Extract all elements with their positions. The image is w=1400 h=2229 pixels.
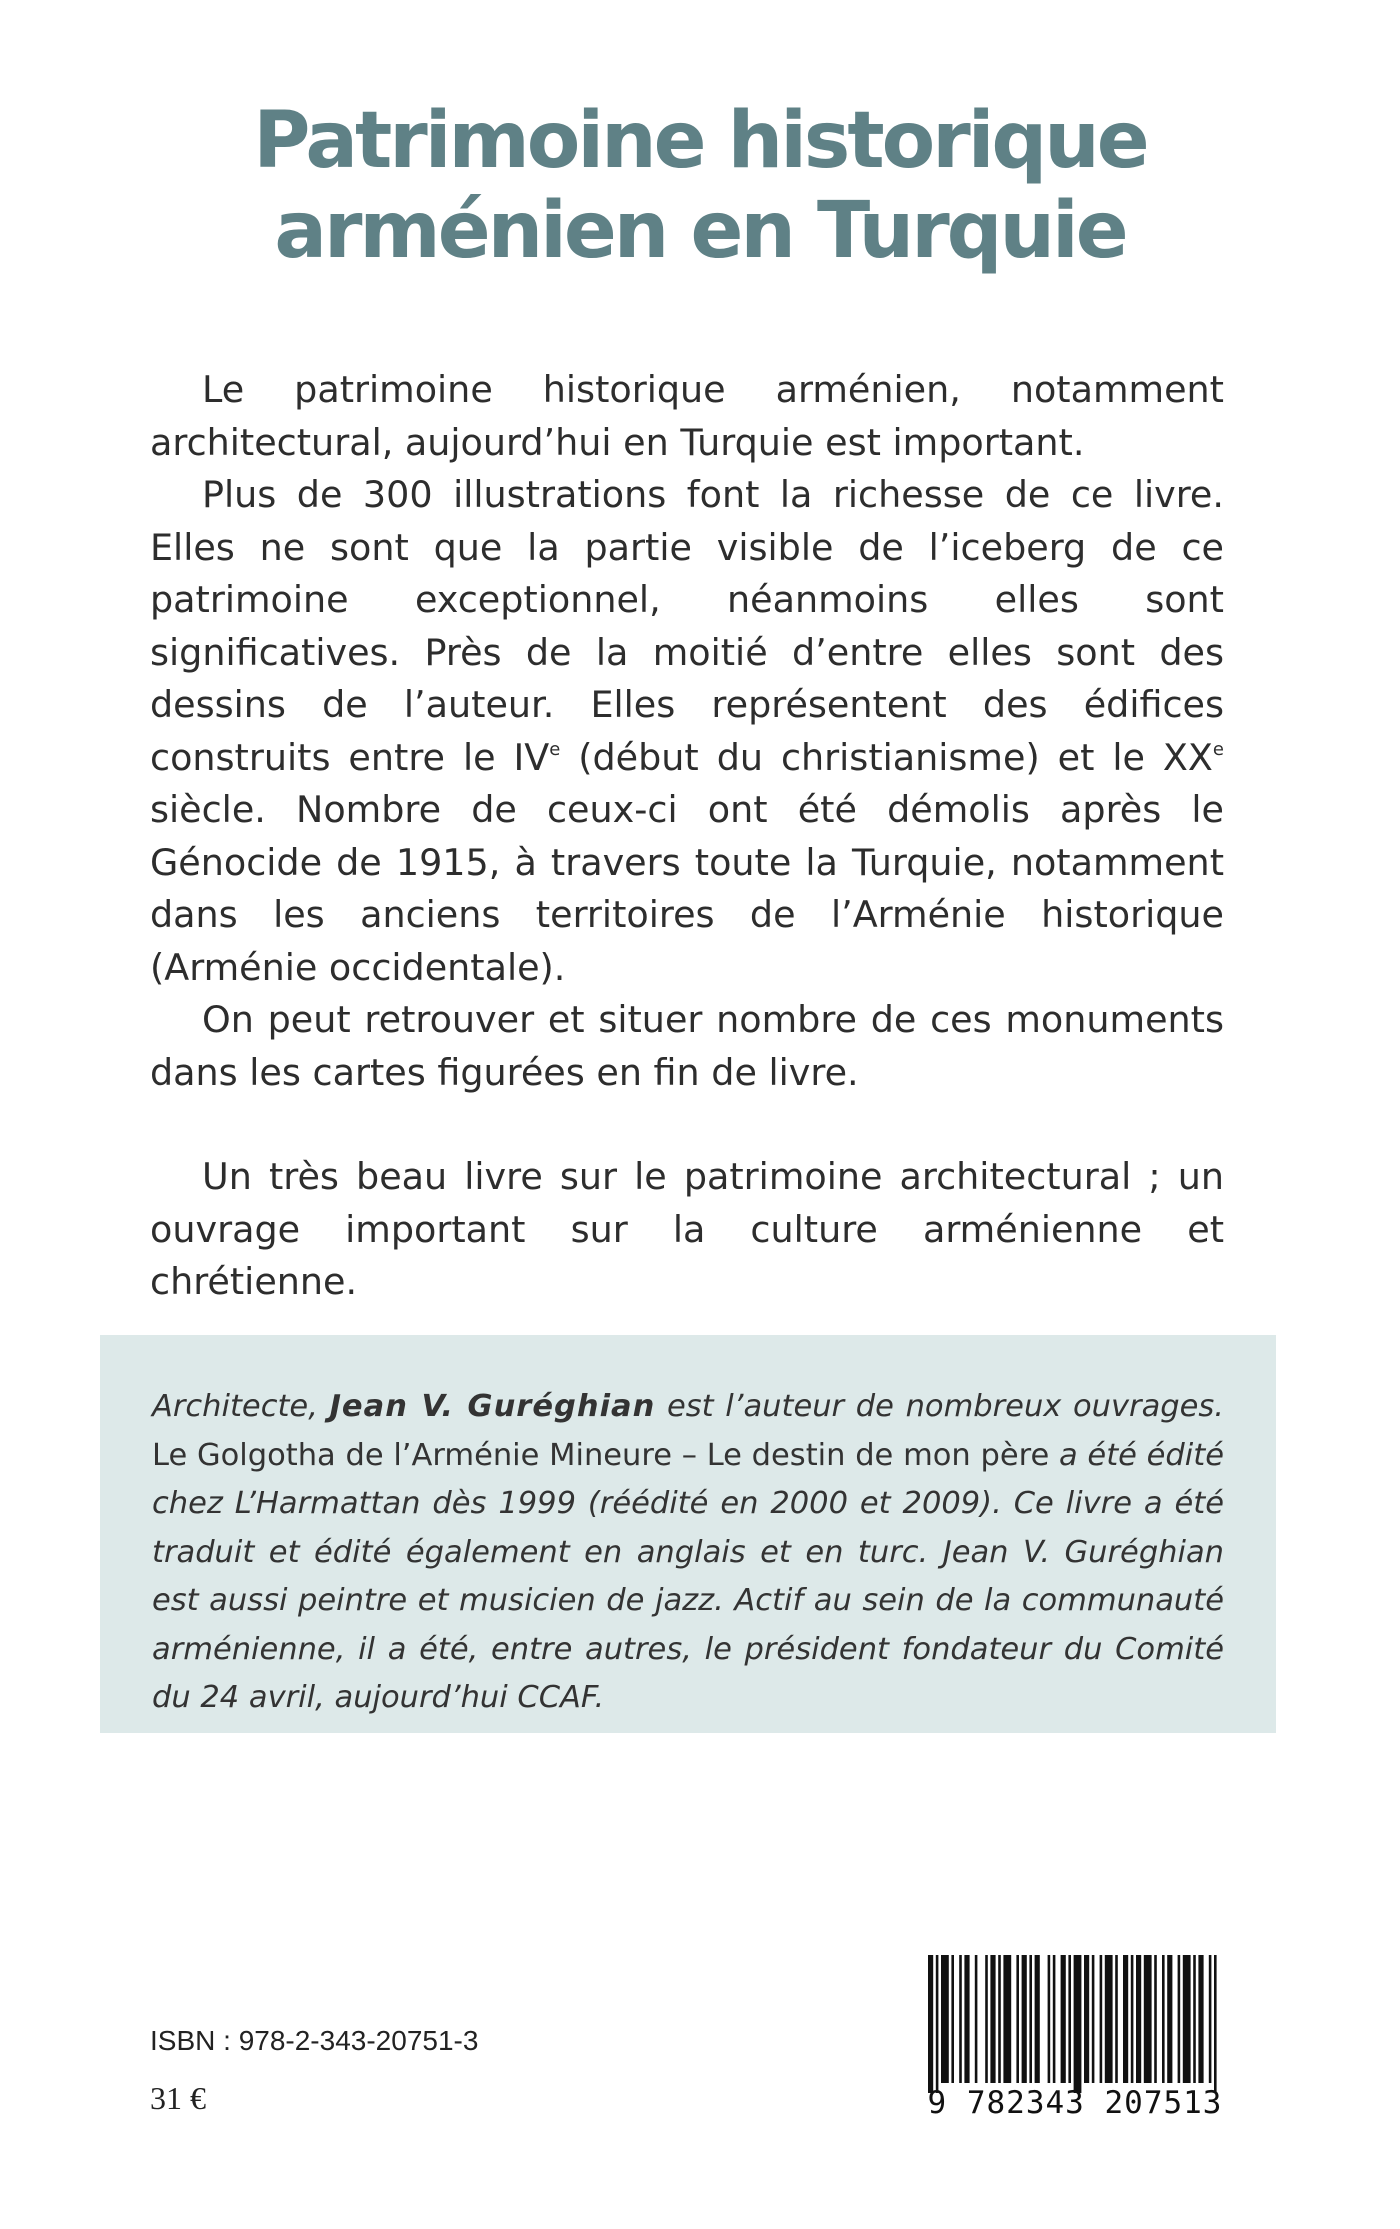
bio-after-author: est l’auteur de nombreux ouvrages. xyxy=(655,1389,1224,1424)
barcode-bar xyxy=(975,1955,978,2083)
barcode xyxy=(920,1955,1230,2123)
barcode-bar xyxy=(1178,1955,1181,2083)
barcode-bar xyxy=(1115,1955,1118,2083)
barcode-digits: 9 782343 207513 xyxy=(927,2085,1223,2121)
barcode-bar xyxy=(1016,1955,1019,2083)
barcode-bar xyxy=(1084,1955,1089,2083)
blurb-p2-part-a: Plus de 300 illustrations font la richesse de ce livre. Elles ne sont que la partie visible de l’iceberg de ce patrimoine exceptionnel, néanmoins elles sont significatives. Près de la moitié d’entre elles sont des dessins de l’auteur. Elles représentent des édifices construits entre le IV xyxy=(150,473,1224,779)
barcode-bar xyxy=(928,1955,933,2093)
bio-lead: Architecte, xyxy=(152,1389,330,1424)
superscript-e: e xyxy=(1212,738,1224,760)
barcode-bar xyxy=(1105,1955,1113,2083)
blurb-paragraph-4: Un très beau livre sur le patrimoine architectural ; un ouvrage important sur la culture arménienne et chrétienne. xyxy=(150,1155,1224,1303)
barcode-bar xyxy=(1123,1955,1128,2083)
barcode-bar xyxy=(936,1955,939,2093)
barcode-bar xyxy=(1198,1955,1203,2083)
author-name: Jean V. Guréghian xyxy=(329,1389,656,1424)
barcode-bar xyxy=(1003,1955,1011,2083)
barcode-bar xyxy=(1068,1955,1071,2083)
barcode-bar xyxy=(1167,1955,1172,2083)
barcode-bar xyxy=(1022,1955,1027,2083)
barcode-bar xyxy=(1061,1955,1066,2083)
back-cover-blurb xyxy=(150,364,1224,1309)
barcode-bar xyxy=(1048,1955,1051,2083)
barcode-bar xyxy=(990,1955,995,2083)
barcode-bar xyxy=(1074,1955,1082,2093)
bio-book-title: Le Golgotha de l’Arménie Mineure – Le destin de mon père xyxy=(152,1437,1050,1473)
barcode-bar xyxy=(998,1955,1001,2083)
barcode-bar xyxy=(951,1955,954,2083)
author-bio-box xyxy=(100,1335,1276,1733)
blurb-p2-part-b: (début du christianisme) et le XX xyxy=(560,735,1213,779)
barcode-bar xyxy=(1053,1955,1056,2083)
barcode-bar xyxy=(1100,1955,1103,2083)
barcode-bar xyxy=(1131,1955,1134,2083)
barcode-bar xyxy=(985,1955,988,2083)
barcode-bar xyxy=(1144,1955,1152,2083)
barcode-bar xyxy=(1193,1955,1196,2083)
title-line-1: Patrimoine historique xyxy=(253,96,1147,186)
barcode-bar xyxy=(1035,1955,1040,2083)
barcode-bar xyxy=(1092,1955,1095,2083)
barcode-bar xyxy=(964,1955,969,2083)
isbn: ISBN : 978-2-343-20751-3 xyxy=(150,2025,479,2056)
blurb-paragraph-2 xyxy=(150,469,1224,994)
barcode-bar xyxy=(1154,1955,1157,2083)
barcode-bar xyxy=(1214,1955,1217,2093)
barcode-bar xyxy=(1183,1955,1191,2083)
blurb-p2-part-c: siècle. Nombre de ceux-ci ont été démolis après le Génocide de 1915, à travers toute la Turquie, notamment dans les anciens territoires de l’Arménie historique (Arménie occidentale). xyxy=(150,788,1224,989)
barcode-bar xyxy=(941,1955,949,2083)
barcode-bar xyxy=(1136,1955,1141,2083)
blurb-paragraph-1: Le patrimoine historique arménien, notamment architectural, aujourd’hui en Turquie est important. xyxy=(150,368,1224,464)
title-line-2: arménien en Turquie xyxy=(274,186,1126,276)
barcode-bar xyxy=(959,1955,962,2083)
price: 31 € xyxy=(150,2080,206,2116)
bio-rest: a été édité chez L’Harmattan dès 1999 (réédité en 2000 et 2009). Ce livre a été traduit et édité également en anglais et en turc. Jean V. Guréghian est aussi peintre et musicien de jazz. Actif au sein de la communauté arménienne, il a été, entre autres, le président fondateur du Comité du 24 avril, aujourd’hui CCAF. xyxy=(152,1437,1224,1715)
author-bio xyxy=(152,1383,1224,1723)
book-title xyxy=(100,96,1300,276)
barcode-bar xyxy=(1209,1955,1212,2083)
blurb-paragraph-3: On peut retrouver et situer nombre de ces monuments dans les cartes figurées en fin de livre. xyxy=(150,998,1224,1094)
superscript-e: e xyxy=(549,738,561,760)
barcode-bar xyxy=(1029,1955,1032,2083)
barcode-bar xyxy=(1162,1955,1165,2083)
